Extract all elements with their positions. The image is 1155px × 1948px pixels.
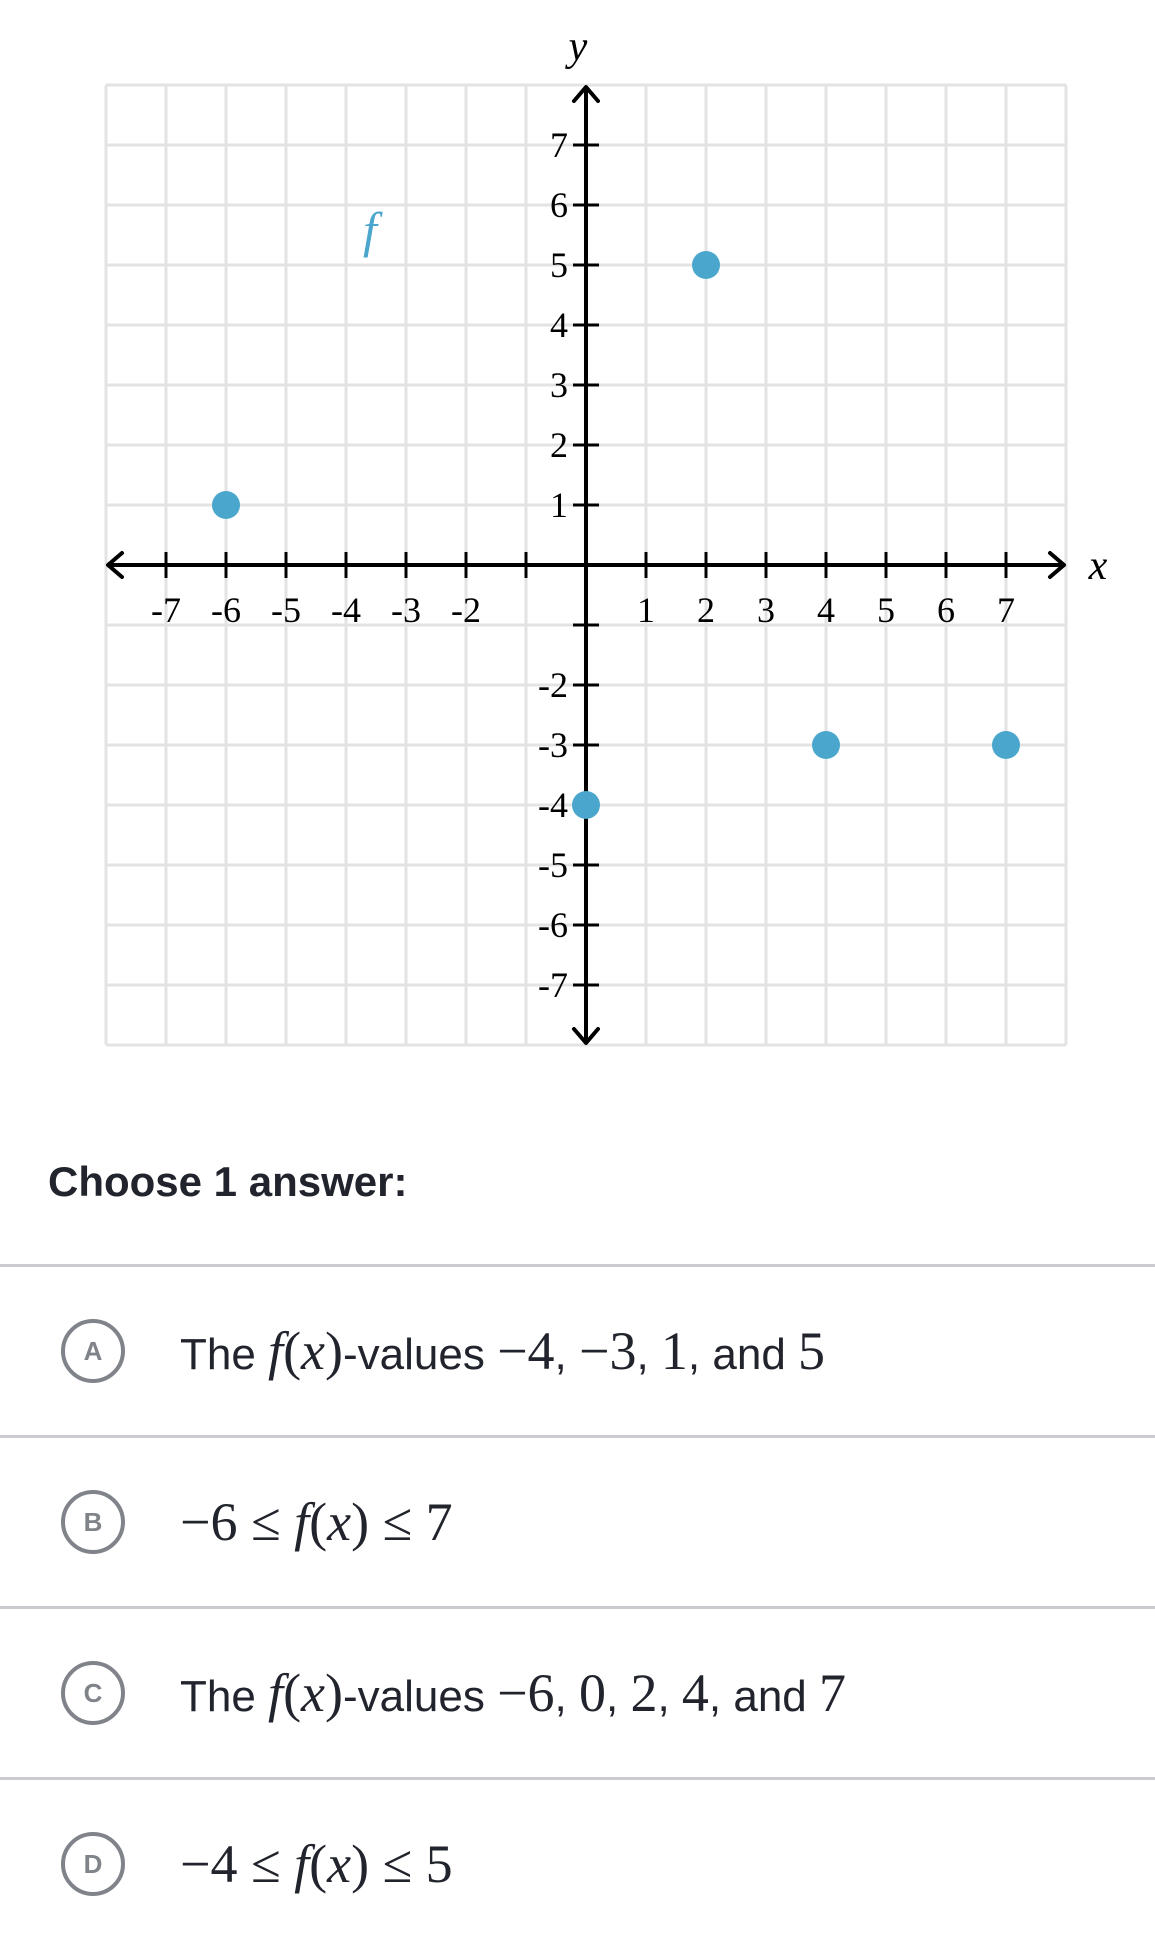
choice-text-segment: 5	[798, 1321, 826, 1381]
choice-text-segment: The	[180, 1330, 269, 1379]
choice-text-segment: −6	[497, 1663, 555, 1723]
choice-text-segment: ,	[554, 1330, 579, 1379]
choice-c-radio-icon[interactable]: C	[61, 1661, 125, 1725]
y-tick-label: -2	[538, 665, 568, 705]
x-tick-label: 1	[637, 590, 655, 630]
choice-a-radio-icon[interactable]: A	[61, 1319, 125, 1383]
y-tick-label: 4	[550, 305, 568, 345]
choice-text-segment: x	[301, 1321, 326, 1381]
choice-text-segment: −6 ≤	[180, 1492, 295, 1552]
function-label: f	[363, 202, 377, 258]
choice-b-radio-icon[interactable]: B	[61, 1490, 125, 1554]
choice-text-segment: ,	[657, 1672, 682, 1721]
choice-text-segment: 1	[660, 1321, 688, 1381]
y-tick-label: -6	[538, 905, 568, 945]
x-axis-label: x	[1088, 543, 1108, 589]
choice-text-segment: x	[327, 1492, 352, 1552]
choice-text-segment: ,	[636, 1330, 661, 1379]
choice-text-segment: f	[268, 1663, 284, 1723]
y-tick-label: 2	[550, 425, 568, 465]
choice-d-text	[180, 1833, 453, 1895]
choice-d-radio-icon[interactable]: D	[61, 1832, 125, 1896]
choice-b-text	[180, 1491, 453, 1553]
choice-text-segment: ,	[554, 1672, 579, 1721]
choice-text-segment: f	[294, 1492, 310, 1552]
choice-text-segment: −4 ≤	[180, 1834, 295, 1894]
choice-text-segment: (	[309, 1834, 328, 1894]
y-tick-label: 6	[550, 185, 568, 225]
choice-text-segment: 7	[819, 1663, 846, 1723]
x-tick-label: -2	[451, 590, 481, 630]
choice-text-segment: ) ≤ 5	[351, 1834, 453, 1894]
choice-text-segment: )	[325, 1321, 343, 1381]
choose-answer-prompt: Choose 1 answer:	[48, 1158, 408, 1205]
y-tick-label: -7	[538, 965, 568, 1005]
choice-text-segment: 4	[681, 1663, 709, 1723]
choice-text-segment: (	[309, 1492, 328, 1552]
choice-c[interactable]	[0, 1609, 1155, 1777]
data-point	[992, 731, 1020, 759]
x-tick-label: -6	[211, 590, 241, 630]
choice-text-segment: (	[283, 1321, 302, 1381]
choice-text-segment: -values	[343, 1672, 498, 1721]
choice-text-segment: x	[327, 1834, 352, 1894]
choice-b[interactable]	[0, 1438, 1155, 1606]
y-tick-label: -3	[538, 725, 568, 765]
choice-text-segment: , and	[687, 1330, 799, 1379]
choice-text-segment: -values	[343, 1330, 498, 1379]
data-point	[212, 491, 240, 519]
x-tick-label: -5	[271, 590, 301, 630]
choice-text-segment: )	[325, 1663, 343, 1723]
choice-c-text	[180, 1662, 846, 1724]
choice-text-segment: 2	[630, 1663, 658, 1723]
choice-text-segment: ) ≤ 7	[351, 1492, 453, 1552]
x-tick-label: -3	[391, 590, 421, 630]
data-point	[692, 251, 720, 279]
x-tick-label: 3	[757, 590, 775, 630]
x-tick-label: 7	[997, 590, 1015, 630]
y-tick-label: 7	[550, 125, 568, 165]
y-tick-label: 1	[550, 485, 568, 525]
y-tick-label: -5	[538, 845, 568, 885]
choice-text-segment: The	[180, 1672, 269, 1721]
choice-a-text	[180, 1320, 825, 1382]
x-tick-label: 2	[697, 590, 715, 630]
choice-text-segment: f	[294, 1834, 310, 1894]
y-tick-label: 5	[550, 245, 568, 285]
y-tick-label: -4	[538, 785, 568, 825]
data-point	[572, 791, 600, 819]
x-tick-label: -4	[331, 590, 361, 630]
choice-a[interactable]	[0, 1267, 1155, 1435]
choice-text-segment: (	[283, 1663, 302, 1723]
choice-d[interactable]	[0, 1780, 1155, 1948]
choice-text-segment: 0	[579, 1663, 606, 1723]
x-tick-label: 6	[937, 590, 955, 630]
x-tick-label: 4	[817, 590, 835, 630]
x-tick-label: -7	[151, 590, 181, 630]
x-tick-label: 5	[877, 590, 895, 630]
choice-text-segment: f	[268, 1321, 284, 1381]
y-tick-label: 3	[550, 365, 568, 405]
y-axis-label: y	[568, 24, 588, 70]
choice-text-segment: ,	[606, 1672, 631, 1721]
choice-text-segment: , and	[708, 1672, 819, 1721]
choice-text-segment: −4	[497, 1321, 555, 1381]
choice-text-segment: −3	[579, 1321, 637, 1381]
data-point	[812, 731, 840, 759]
choice-text-segment: x	[301, 1663, 326, 1723]
